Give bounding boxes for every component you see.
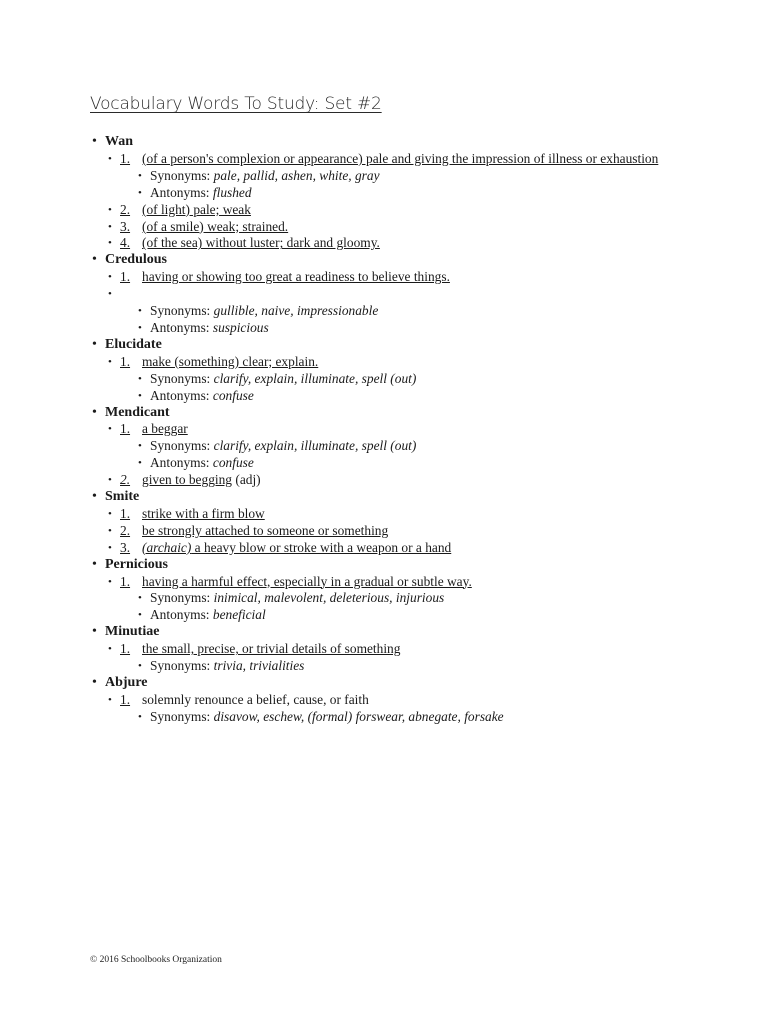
synonyms-item: [90, 168, 730, 185]
synonyms-label: Synonyms:: [150, 708, 211, 724]
synonyms-values: trivia, trivialities: [213, 658, 305, 674]
synonyms-label: Synonyms:: [150, 167, 211, 183]
sense-item: [90, 574, 730, 591]
sense-definition: strike with a firm blow: [142, 505, 265, 521]
archaic-tag: (archaic): [142, 539, 192, 555]
synonyms-item: [90, 658, 730, 675]
sense-definition: having or showing too great a readiness to believe things.: [142, 269, 450, 285]
part-of-speech: (adj): [232, 472, 261, 488]
antonyms-values: beneficial: [212, 607, 266, 623]
synonyms-values: pale, pallid, ashen, white, gray: [213, 167, 380, 183]
word-mendicant: • Mendicant: [90, 405, 730, 422]
sense-item: [90, 269, 730, 286]
sense-item: [90, 421, 730, 438]
sense-definition: (of a person's complexion or appearance) pale and giving the impression of illness or exhaustion: [142, 150, 659, 166]
sense-number: 1.: [120, 269, 131, 285]
sense-item: [90, 506, 730, 523]
sense-number: 1.: [120, 691, 131, 707]
antonyms-values: confuse: [212, 455, 254, 471]
sense-number: 1.: [120, 505, 131, 521]
sense-number: 2.: [120, 201, 131, 217]
antonyms-values: confuse: [212, 387, 254, 403]
synonyms-values: inimical, malevolent, deleterious, injurious: [213, 590, 445, 606]
antonyms-label: Antonyms:: [150, 607, 210, 623]
synonyms-item: [90, 303, 730, 320]
word-wan: • Wan: [90, 134, 730, 151]
synonyms-label: Synonyms:: [150, 303, 211, 319]
sense-number: 3.: [120, 218, 131, 234]
sense-item: [90, 523, 730, 540]
vocabulary-list: [90, 134, 730, 726]
antonyms-item: [90, 388, 730, 405]
sense-number: 2.: [120, 472, 131, 488]
synonyms-values: clarify, explain, illuminate, spell (out): [213, 370, 417, 386]
sense-definition: the small, precise, or trivial details of something: [142, 641, 401, 657]
sense-definition: (of a smile) weak; strained.: [142, 218, 289, 234]
sense-number: 1.: [120, 150, 131, 166]
word-abjure: • Abjure: [90, 675, 730, 692]
synonyms-label: Synonyms:: [150, 658, 211, 674]
synonyms-values: gullible, naive, impressionable: [213, 303, 379, 319]
word-minutiae: • Minutiae: [90, 624, 730, 641]
page-title: Vocabulary Words To Study: Set #2: [90, 94, 382, 114]
sense-number: 1.: [120, 573, 131, 589]
synonyms-label: Synonyms:: [150, 590, 211, 606]
sense-definition: a beggar: [142, 421, 188, 437]
antonyms-item: [90, 320, 730, 337]
sense-definition: solemnly renounce a belief, cause, or faith: [142, 691, 369, 707]
copyright-footer: © 2016 Schoolbooks Organization: [90, 955, 222, 965]
sense-number: 1.: [120, 421, 131, 437]
sense-item: [90, 540, 730, 557]
sense-item: [90, 151, 730, 168]
empty-sense-item: [90, 286, 730, 303]
sense-definition: given to begging: [142, 472, 233, 488]
word-smite: • Smite: [90, 489, 730, 506]
antonyms-item: [90, 185, 730, 202]
sense-definition: a heavy blow or stroke with a weapon or a hand: [191, 539, 452, 555]
sense-item: [90, 692, 730, 709]
antonyms-item: [90, 455, 730, 472]
synonyms-values: clarify, explain, illuminate, spell (out): [213, 438, 417, 454]
antonyms-values: suspicious: [212, 319, 269, 335]
synonyms-values: disavow, eschew, (formal) forswear, abnegate, forsake: [213, 708, 504, 724]
antonyms-label: Antonyms:: [150, 455, 210, 471]
word-elucidate: • Elucidate: [90, 337, 730, 354]
sense-definition: having a harmful effect, especially in a gradual or subtle way.: [142, 573, 472, 589]
sense-item: [90, 472, 730, 489]
sense-item: [90, 235, 730, 252]
sense-number: 4.: [120, 235, 131, 251]
antonyms-item: [90, 607, 730, 624]
synonyms-label: Synonyms:: [150, 438, 211, 454]
synonyms-item: [90, 438, 730, 455]
sense-item: [90, 354, 730, 371]
sense-definition: be strongly attached to someone or something: [142, 522, 389, 538]
sense-number: 1.: [120, 641, 131, 657]
synonyms-item: [90, 371, 730, 388]
sense-item: [90, 202, 730, 219]
antonyms-label: Antonyms:: [150, 387, 210, 403]
antonyms-values: flushed: [212, 184, 252, 200]
sense-number: 3.: [120, 539, 131, 555]
sense-number: 1.: [120, 353, 131, 369]
word-pernicious: • Pernicious: [90, 557, 730, 574]
synonyms-label: Synonyms:: [150, 370, 211, 386]
sense-definition: make (something) clear; explain.: [142, 353, 319, 369]
sense-item: [90, 219, 730, 236]
synonyms-item: [90, 590, 730, 607]
sense-item: [90, 641, 730, 658]
antonyms-label: Antonyms:: [150, 319, 210, 335]
synonyms-item: [90, 709, 730, 726]
word-credulous: • Credulous: [90, 252, 730, 269]
antonyms-label: Antonyms:: [150, 184, 210, 200]
sense-definition: (of the sea) without luster; dark and gloomy.: [142, 235, 380, 251]
sense-number: 2.: [120, 522, 131, 538]
sense-definition: (of light) pale; weak: [142, 201, 251, 217]
